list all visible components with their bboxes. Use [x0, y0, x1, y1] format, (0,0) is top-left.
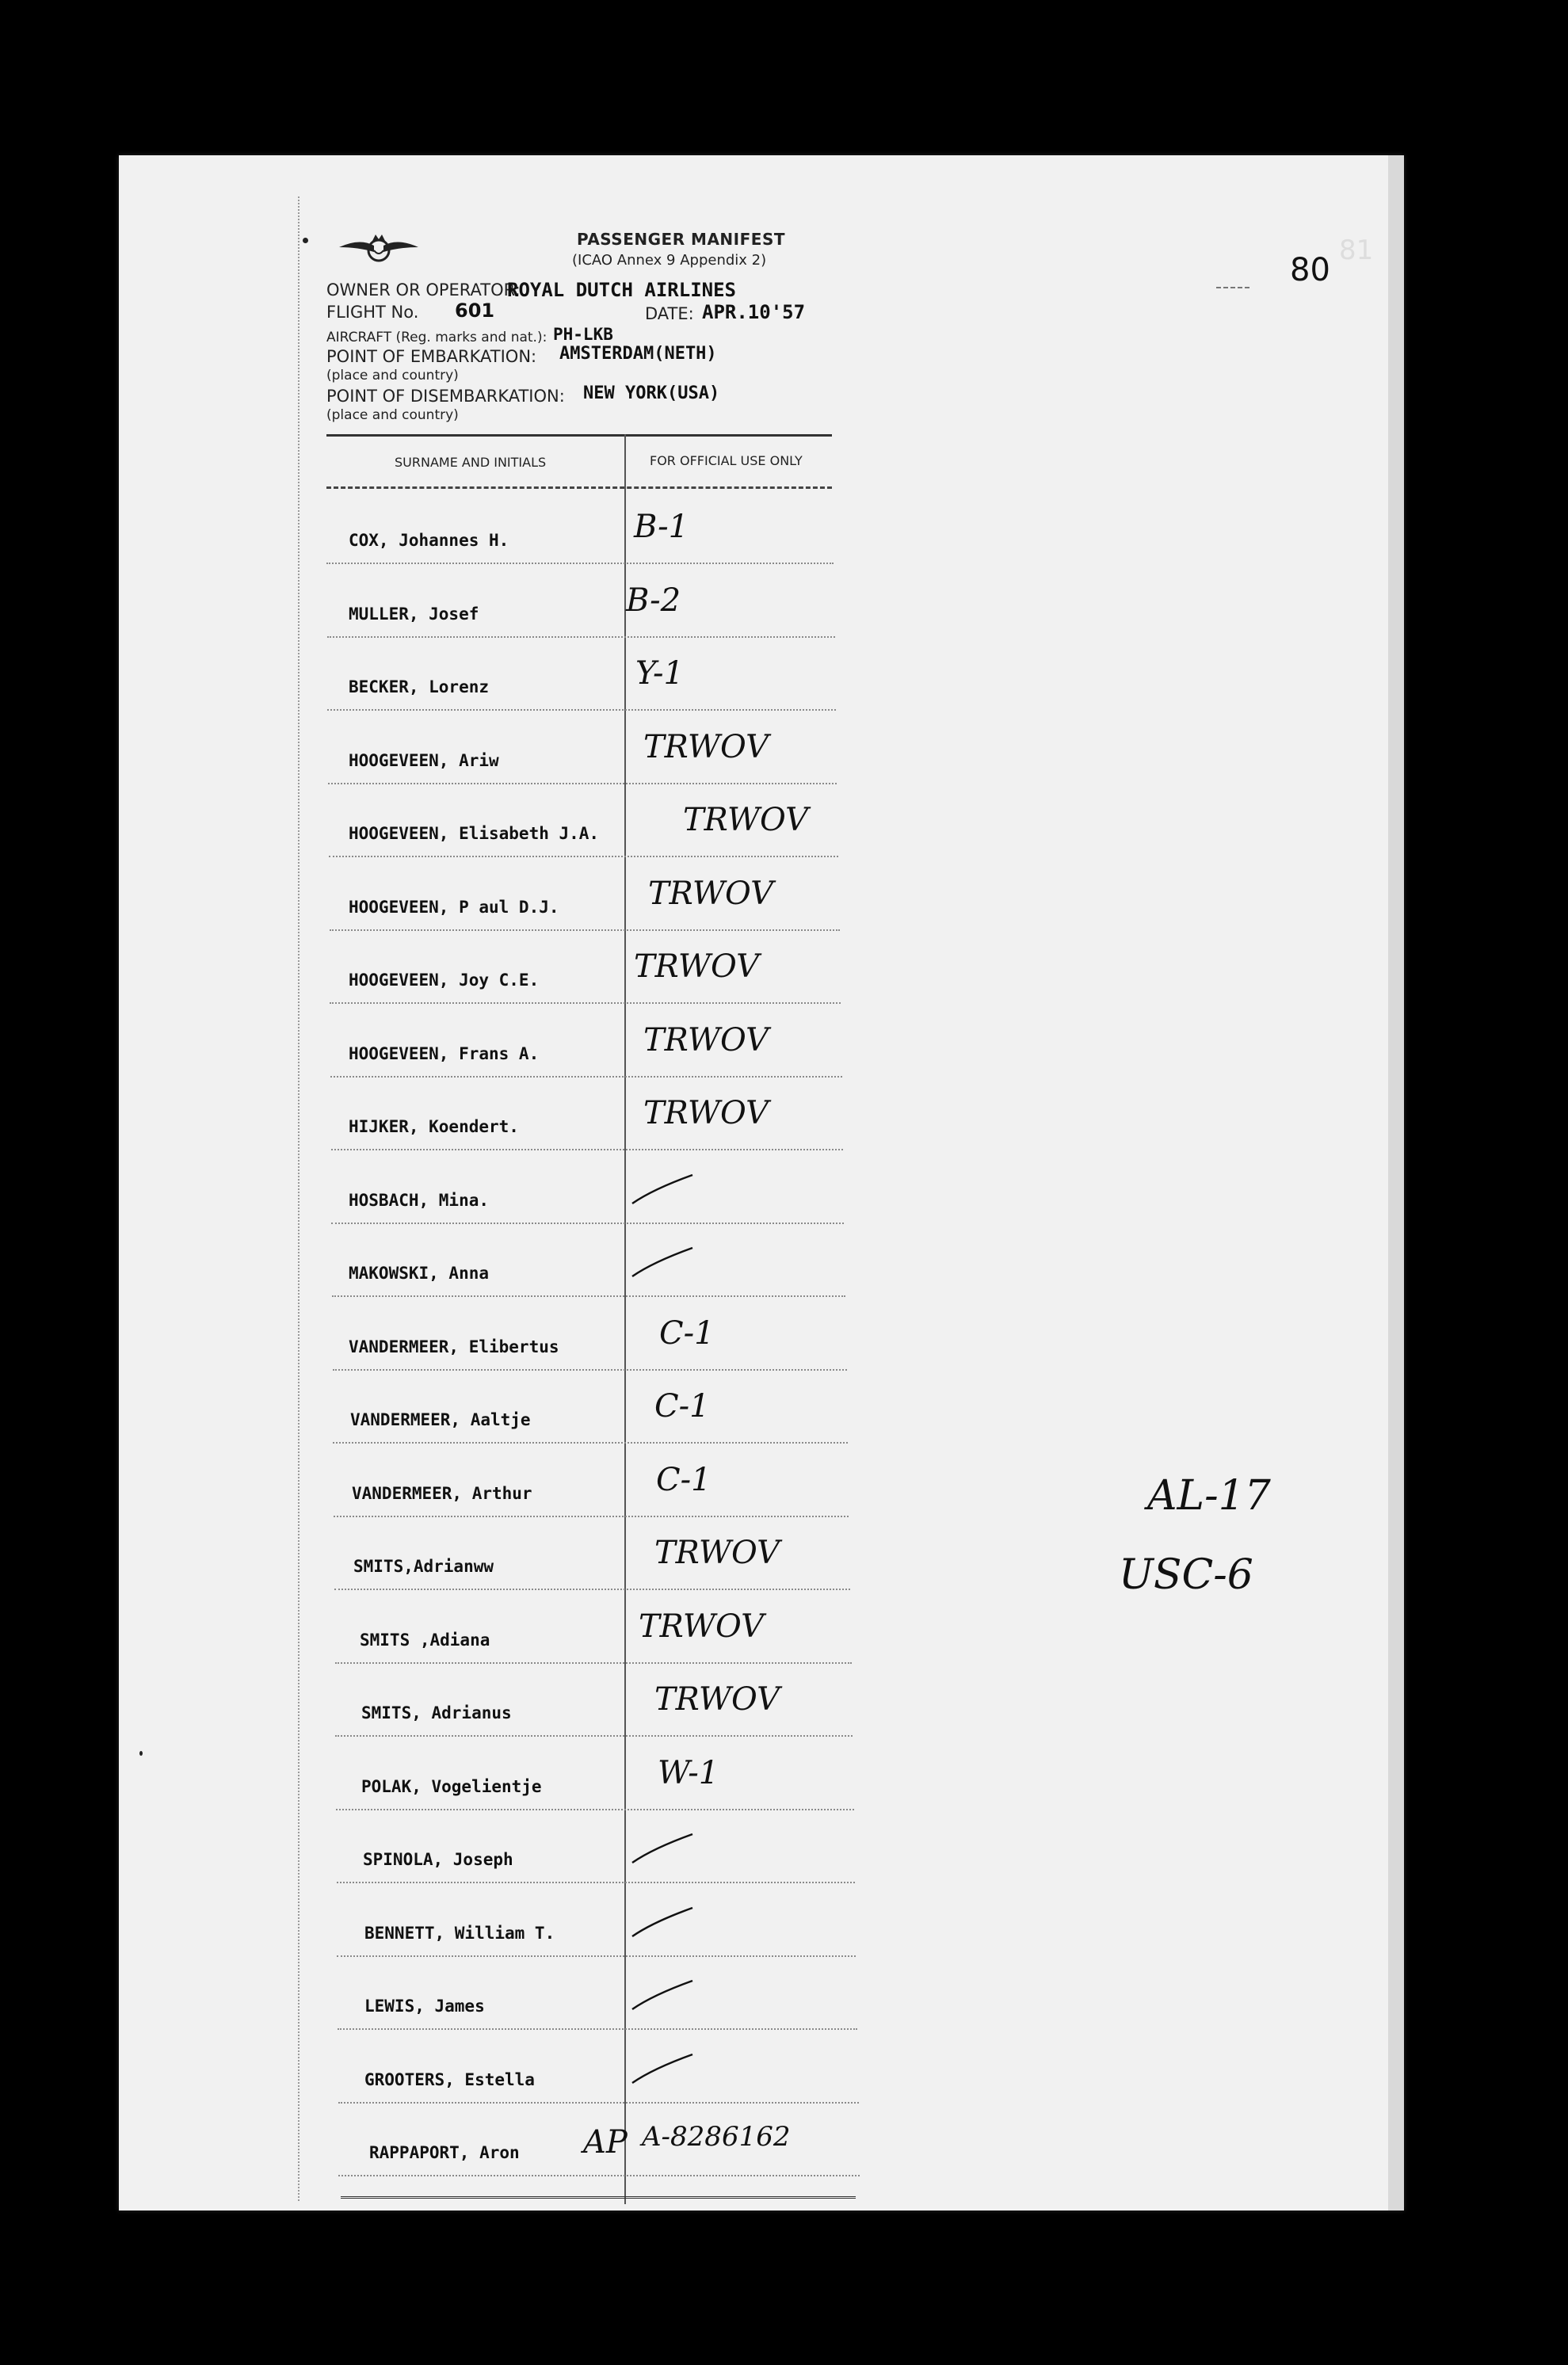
row-rule [334, 1516, 849, 1517]
official-mark: A-8286162 [642, 2121, 791, 2153]
row-rule [334, 1589, 850, 1590]
side-note: USC-6 [1119, 1551, 1253, 1599]
owner-value: ROYAL DUTCH AIRLINES [507, 279, 736, 301]
passenger-name: MULLER, Josef [349, 605, 479, 624]
row-rule [328, 783, 837, 784]
checkmark-icon [629, 1831, 696, 1866]
aircraft-value: PH-LKB [553, 325, 613, 344]
passenger-name: MAKOWSKI, Anna [349, 1264, 490, 1283]
side-note: AL-17 [1147, 1472, 1271, 1520]
row-rule [333, 1442, 848, 1444]
checkmark-icon [629, 1245, 696, 1280]
passenger-name: BECKER, Lorenz [349, 677, 490, 696]
passenger-name: HOOGEVEEN, P aul D.J. [349, 898, 559, 917]
official-mark: B-2 [626, 582, 681, 619]
row-rule [331, 1149, 843, 1150]
row-rule [338, 2028, 857, 2030]
passenger-name: HIJKER, Koendert. [349, 1117, 519, 1136]
official-mark: TRWOV [634, 948, 760, 985]
official-mark: B-1 [634, 509, 689, 545]
passenger-name: LEWIS, James [364, 1997, 485, 2016]
disembarkation-label: POINT OF DISEMBARKATION: [326, 387, 565, 406]
row-rule [327, 636, 835, 638]
aircraft-label: AIRCRAFT (Reg. marks and nat.): [326, 330, 547, 345]
official-mark: TRWOV [654, 1681, 780, 1718]
embarkation-value: AMSTERDAM(NETH) [559, 344, 717, 364]
flight-value: 601 [455, 299, 495, 322]
table-header-rule [326, 486, 832, 489]
edge-dash [1216, 287, 1249, 288]
official-mark: TRWOV [683, 802, 809, 838]
passenger-name: SPINOLA, Joseph [363, 1850, 513, 1869]
passenger-name: HOOGEVEEN, Elisabeth J.A. [349, 824, 600, 843]
owner-label: OWNER OR OPERATOR: [326, 280, 521, 299]
official-mark: C-1 [654, 1388, 710, 1425]
passenger-name: VANDERMEER, Arthur [352, 1484, 532, 1503]
page-number-ghost: 81 [1339, 235, 1374, 266]
embarkation-label: POINT OF EMBARKATION: [326, 347, 537, 366]
row-rule [332, 1295, 845, 1297]
official-mark: Y-1 [635, 655, 684, 692]
ink-speck [303, 238, 308, 243]
passenger-name: SMITS ,Adiana [360, 1631, 490, 1650]
row-rule [327, 709, 836, 711]
row-rule [337, 1882, 855, 1883]
row-rule [330, 929, 840, 931]
row-rule [338, 2175, 860, 2176]
row-rule [335, 1662, 852, 1664]
passenger-name: VANDERMEER, Elibertus [349, 1337, 559, 1356]
row-rule [333, 1369, 847, 1371]
disembarkation-sub: (place and country) [326, 407, 459, 423]
page-number: 80 [1290, 252, 1330, 288]
checkmark-icon [629, 1905, 696, 1940]
column-divider [624, 434, 626, 2204]
passenger-name: HOOGEVEEN, Frans A. [349, 1044, 540, 1063]
official-mark: TRWOV [643, 1022, 769, 1059]
passenger-name: SMITS,Adrianww [353, 1557, 494, 1576]
row-rule [336, 1809, 854, 1810]
page-edge [1388, 155, 1404, 2211]
disembarkation-value: NEW YORK(USA) [583, 383, 720, 403]
date-label: DATE: [645, 304, 694, 323]
official-mark: C-1 [656, 1462, 712, 1498]
flight-label: FLIGHT No. [326, 303, 419, 322]
margin-line [298, 196, 299, 2201]
table-top-rule [326, 434, 832, 437]
passenger-name: RAPPAPORT, Aron [369, 2143, 520, 2162]
official-mark: W-1 [658, 1755, 719, 1791]
passenger-name: COX, Johannes H. [349, 531, 509, 550]
handwritten-initials: AP [583, 2124, 628, 2161]
row-rule [337, 1955, 856, 1957]
passenger-name: BENNETT, William T. [364, 1924, 555, 1943]
passenger-name: HOSBACH, Mina. [349, 1191, 490, 1210]
manifest-subtitle: (ICAO Annex 9 Appendix 2) [572, 252, 767, 269]
column-header-official: FOR OFFICIAL USE ONLY [650, 453, 803, 468]
official-mark: C-1 [659, 1315, 715, 1352]
passenger-name: VANDERMEER, Aaltje [350, 1410, 531, 1429]
row-rule [331, 1223, 844, 1224]
checkmark-icon [629, 1172, 696, 1207]
row-rule [330, 1076, 842, 1078]
row-rule [330, 1002, 841, 1004]
official-mark: TRWOV [648, 875, 774, 912]
row-rule [329, 856, 838, 857]
passenger-name: HOOGEVEEN, Ariw [349, 751, 499, 770]
table-bottom-rule [341, 2196, 856, 2199]
column-header-surname: SURNAME AND INITIALS [395, 455, 547, 470]
row-rule [326, 563, 834, 564]
ink-speck [139, 1751, 143, 1756]
checkmark-icon [629, 1978, 696, 2012]
row-rule [335, 1735, 853, 1737]
passenger-name: SMITS, Adrianus [361, 1703, 512, 1722]
passenger-name: GROOTERS, Estella [364, 2070, 535, 2089]
official-mark: TRWOV [639, 1608, 765, 1645]
embarkation-sub: (place and country) [326, 368, 459, 383]
row-rule [338, 2102, 859, 2104]
official-mark: TRWOV [643, 1095, 769, 1131]
passenger-name: HOOGEVEEN, Joy C.E. [349, 971, 540, 990]
official-mark: TRWOV [643, 729, 769, 765]
official-mark: TRWOV [654, 1535, 780, 1571]
passenger-name: POLAK, Vogelientje [361, 1777, 542, 1796]
checkmark-icon [629, 2051, 696, 2086]
airline-logo-icon [338, 230, 420, 269]
date-value: APR.10'57 [702, 301, 806, 323]
manifest-title: PASSENGER MANIFEST [577, 230, 785, 249]
